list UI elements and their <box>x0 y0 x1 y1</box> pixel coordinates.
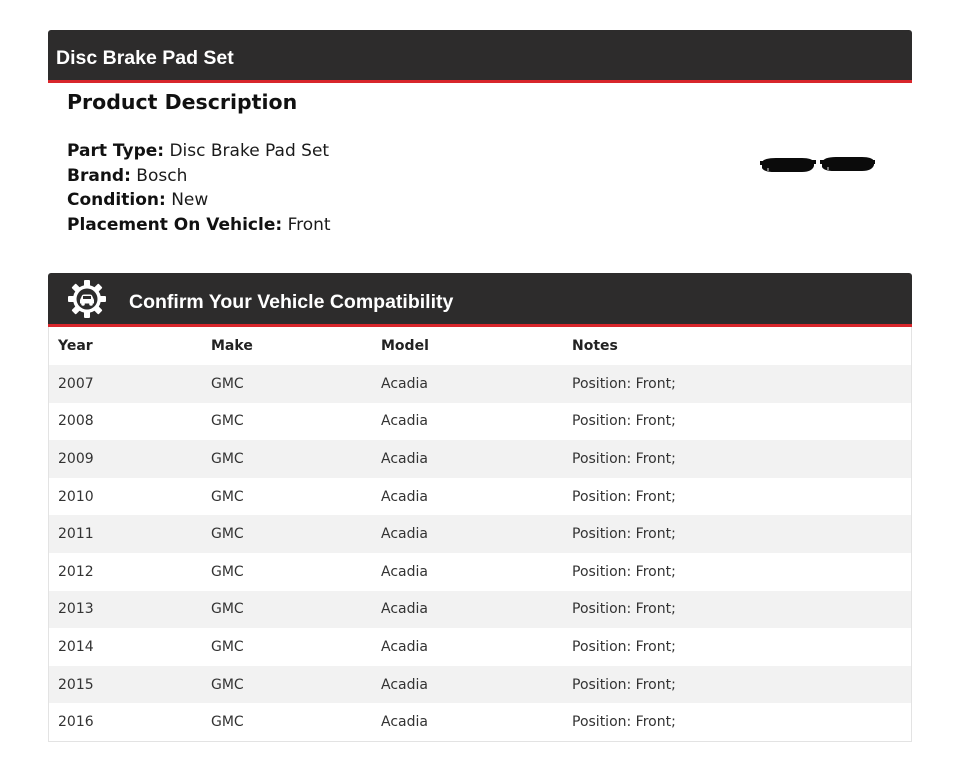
table-row <box>49 553 911 591</box>
cell-year: 2007 <box>58 375 94 392</box>
cell-notes: Position: Front; <box>572 488 676 505</box>
spec-condition <box>67 188 331 213</box>
cell-year: 2008 <box>58 413 94 430</box>
column-header-model: Model <box>381 338 429 354</box>
spec-value: Disc Brake Pad Set <box>169 141 330 161</box>
cell-year: 2010 <box>58 488 94 505</box>
spec-label: Condition: <box>67 190 166 210</box>
cell-make: GMC <box>211 676 244 693</box>
cell-year: 2014 <box>58 638 94 655</box>
cell-make: GMC <box>211 563 244 580</box>
compatibility-table <box>48 327 912 742</box>
cell-model: Acadia <box>381 413 428 430</box>
table-row <box>49 703 911 741</box>
cell-make: GMC <box>211 488 244 505</box>
cell-make: GMC <box>211 638 244 655</box>
cell-notes: Position: Front; <box>572 450 676 467</box>
table-row <box>49 515 911 553</box>
column-header-notes: Notes <box>572 338 618 354</box>
table-row <box>49 478 911 516</box>
product-specs <box>67 139 331 237</box>
spec-value: New <box>171 190 209 210</box>
cell-make: GMC <box>211 601 244 618</box>
cell-year: 2011 <box>58 526 94 543</box>
product-description-heading: Product Description <box>67 90 298 114</box>
spec-part-type <box>67 139 331 164</box>
cell-model: Acadia <box>381 563 428 580</box>
cell-make: GMC <box>211 375 244 392</box>
cell-notes: Position: Front; <box>572 601 676 618</box>
spec-label: Placement On Vehicle: <box>67 214 283 235</box>
cell-notes: Position: Front; <box>572 413 676 430</box>
table-row <box>49 365 911 403</box>
gear-car-icon <box>68 280 106 318</box>
table-row <box>49 591 911 629</box>
table-header-row <box>49 327 911 365</box>
column-header-year: Year <box>58 338 93 354</box>
cell-year: 2013 <box>58 601 94 618</box>
spec-placement <box>67 213 331 238</box>
cell-make: GMC <box>211 450 244 467</box>
compatibility-bar <box>48 273 912 327</box>
cell-year: 2015 <box>58 676 94 693</box>
cell-model: Acadia <box>381 488 428 505</box>
compatibility-title: Confirm Your Vehicle Compatibility <box>129 291 454 313</box>
cell-make: GMC <box>211 714 244 731</box>
brake-pad-product-image[interactable] <box>758 152 878 180</box>
cell-notes: Position: Front; <box>572 526 676 543</box>
cell-notes: Position: Front; <box>572 676 676 693</box>
cell-model: Acadia <box>381 601 428 618</box>
cell-make: GMC <box>211 413 244 430</box>
table-row <box>49 628 911 666</box>
table-row <box>49 403 911 441</box>
cell-notes: Position: Front; <box>572 563 676 580</box>
page-title: Disc Brake Pad Set <box>56 47 234 69</box>
cell-notes: Position: Front; <box>572 714 676 731</box>
table-row <box>49 440 911 478</box>
cell-model: Acadia <box>381 375 428 392</box>
cell-year: 2016 <box>58 714 94 731</box>
spec-brand <box>67 164 331 189</box>
cell-notes: Position: Front; <box>572 375 676 392</box>
spec-value: Bosch <box>136 165 188 186</box>
cell-make: GMC <box>211 526 244 543</box>
cell-model: Acadia <box>381 714 428 731</box>
cell-model: Acadia <box>381 450 428 467</box>
cell-model: Acadia <box>381 676 428 693</box>
spec-label: Brand: <box>67 165 131 186</box>
title-bar <box>48 30 912 83</box>
cell-year: 2009 <box>58 450 94 467</box>
spec-label: Part Type: <box>67 141 165 161</box>
cell-notes: Position: Front; <box>572 638 676 655</box>
cell-model: Acadia <box>381 638 428 655</box>
spec-value: Front <box>287 214 331 235</box>
cell-model: Acadia <box>381 526 428 543</box>
table-row <box>49 666 911 704</box>
column-header-make: Make <box>211 338 253 354</box>
cell-year: 2012 <box>58 563 94 580</box>
